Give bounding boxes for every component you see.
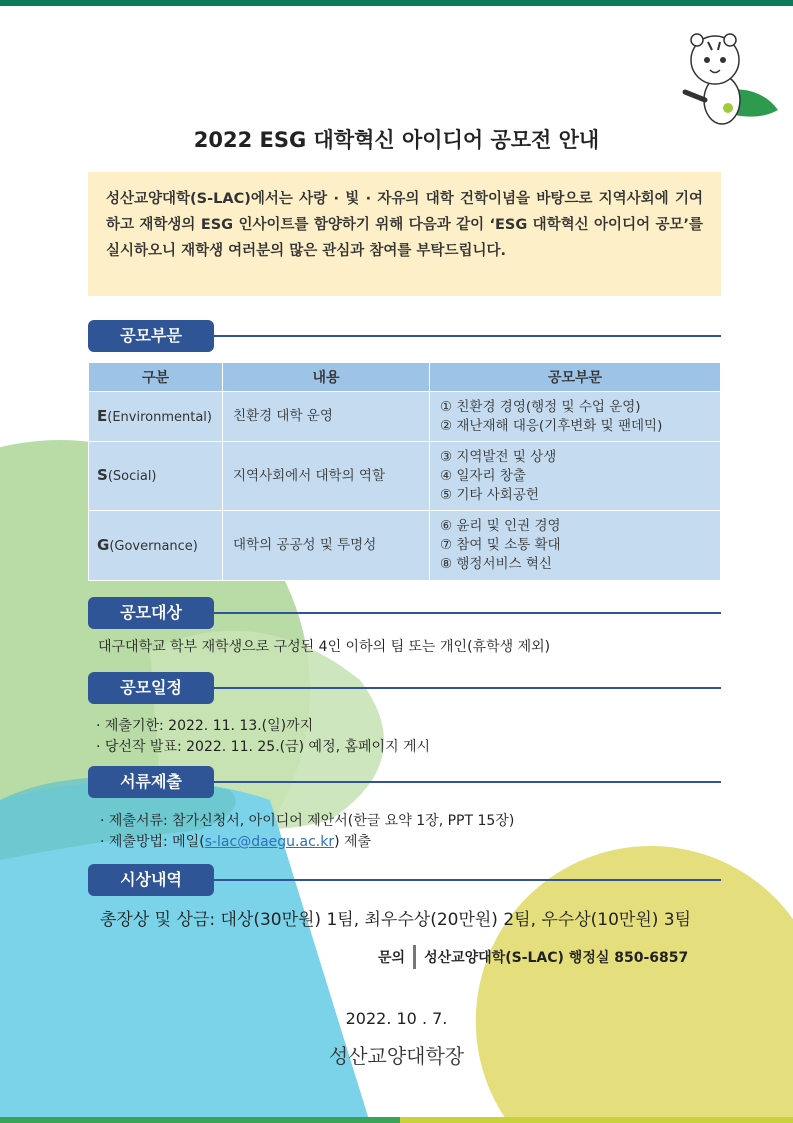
label: (Social) — [107, 469, 157, 484]
divider — [214, 335, 721, 337]
section-label: 서류제출 — [88, 766, 214, 798]
table-row — [89, 442, 721, 511]
email-link[interactable]: s-lac@daegu.ac.kr — [204, 834, 335, 850]
category-table — [88, 362, 721, 581]
letter: S — [97, 466, 108, 484]
items-cell — [429, 392, 720, 442]
category-cell — [89, 392, 223, 442]
section-label: 공모대상 — [88, 597, 214, 629]
divider — [214, 879, 721, 881]
schedule-announcement: · 당선작 발표: 2022. 11. 25.(금) 예정, 홈페이지 게시 — [96, 739, 431, 755]
column-header: 구분 — [89, 363, 223, 392]
section-awards — [88, 864, 721, 896]
divider — [413, 945, 416, 969]
column-header: 내용 — [222, 363, 429, 392]
column-header: 공모부문 — [429, 363, 720, 392]
category-cell — [89, 442, 223, 511]
item: ⑤ 기타 사회공헌 — [439, 486, 539, 503]
contact-label: 문의 — [378, 950, 406, 966]
section-target — [88, 597, 721, 629]
intro-box: 성산교양대학(S-LAC)에서는 사랑 · 빛 · 자유의 대학 건학이념을 바탕으로 지역사회에 기여하고 재학생의 ESG 인사이트를 함양하기 위해 다음과 같이 ‘ESG 대학혁신 아이디어 공모’를 실시하오니 재학생 여러분의 많은 관심과 참여를 부탁드립니다. — [88, 172, 721, 296]
schedule-deadline: · 제출기한: 2022. 11. 13.(일)까지 — [96, 718, 314, 734]
item: ⑧ 행정서비스 혁신 — [439, 556, 552, 572]
divider — [214, 687, 721, 689]
item: ② 재난재해 대응(기후변화 및 팬데믹) — [439, 417, 663, 434]
top-bar — [0, 0, 793, 6]
item: ⑥ 윤리 및 인권 경영 — [439, 518, 561, 534]
section-category — [88, 320, 721, 352]
letter: E — [97, 406, 108, 425]
date: 2022. 10 . 7. — [345, 1009, 448, 1028]
content-cell: 지역사회에서 대학의 역할 — [222, 442, 429, 511]
item: ③ 지역발전 및 상생 — [439, 448, 557, 465]
section-label: 시상내역 — [88, 864, 214, 896]
item: ① 친환경 경영(행정 및 수업 운영) — [439, 398, 641, 415]
section-label: 공모일정 — [88, 672, 214, 704]
table-row — [89, 392, 721, 442]
method-suffix: ) 제출 — [334, 834, 372, 850]
signature: 성산교양대학장 — [328, 1044, 465, 1068]
section-documents — [88, 766, 721, 798]
section-schedule — [88, 672, 721, 704]
content-cell: 친환경 대학 운영 — [222, 392, 429, 442]
label: (Governance) — [109, 538, 198, 554]
label: (Environmental) — [107, 409, 212, 425]
items-cell — [429, 511, 720, 581]
submission-method — [100, 831, 371, 851]
divider — [214, 612, 721, 614]
item: ④ 일자리 창출 — [439, 467, 526, 484]
prize-text: 총장상 및 상금: 대상(30만원) 1팀, 최우수상(20만원) 2팀, 우수상(10만원) 3팀 — [100, 910, 692, 930]
page-title: 2022 ESG 대학혁신 아이디어 공모전 안내 — [193, 128, 600, 152]
items-cell — [429, 442, 720, 511]
category-cell — [89, 511, 223, 581]
contact — [378, 945, 688, 969]
letter: G — [97, 535, 110, 554]
tiger-mascot-icon — [680, 30, 780, 130]
content-cell: 대학의 공공성 및 투명성 — [222, 511, 429, 581]
documents-list: · 제출서류: 참가신청서, 아이디어 제안서(한글 요약 1장, PPT 15장) — [100, 813, 515, 829]
bottom-bar-green — [0, 1117, 400, 1123]
method-prefix: · 제출방법: 메일( — [100, 834, 205, 850]
divider — [214, 781, 721, 783]
contact-value: 성산교양대학(S-LAC) 행정실 850-6857 — [424, 950, 689, 966]
bottom-bar-yellow — [400, 1117, 793, 1123]
item: ⑦ 참여 및 소통 확대 — [439, 537, 561, 553]
section-label: 공모부문 — [88, 320, 214, 352]
target-text: 대구대학교 학부 재학생으로 구성된 4인 이하의 팀 또는 개인(휴학생 제외) — [98, 639, 551, 655]
table-header-row — [89, 363, 721, 392]
table-row — [89, 511, 721, 581]
